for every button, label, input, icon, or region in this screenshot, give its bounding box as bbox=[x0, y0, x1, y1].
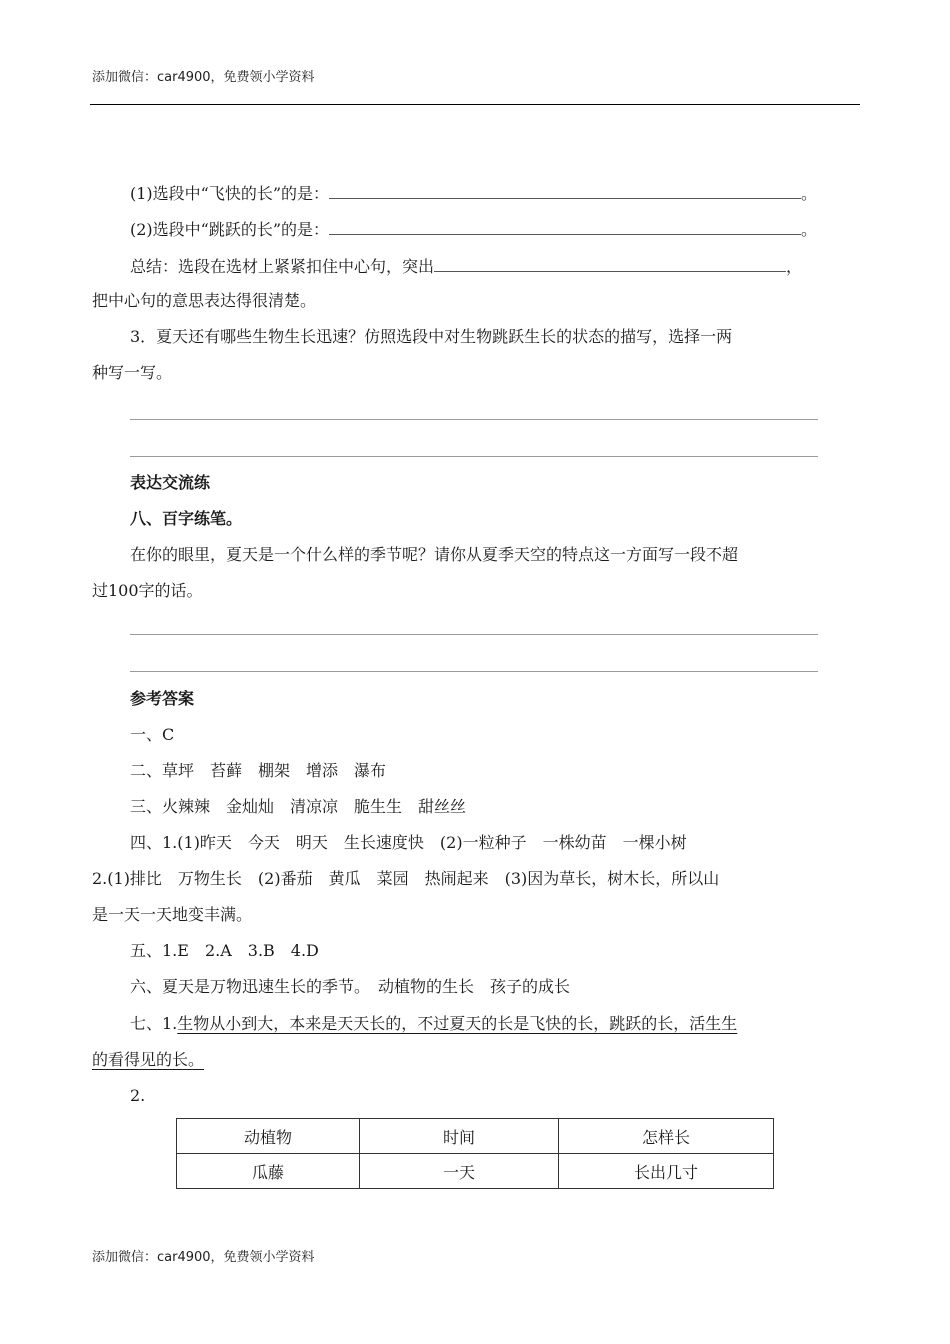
answer-2: 二、草坪 苔藓 棚架 增添 瀑布 bbox=[130, 761, 387, 780]
answer-7-part-2: 2. bbox=[130, 1086, 146, 1105]
table-header-cell: 怎样长 bbox=[559, 1119, 774, 1154]
answer-table bbox=[176, 1118, 774, 1189]
table-header-cell: 动植物 bbox=[177, 1119, 360, 1154]
question-2 bbox=[130, 218, 817, 240]
question-3-line-1: 3．夏天还有哪些生物生长迅速？仿照选段中对生物跳跃生长的状态的描写，选择一两 bbox=[130, 327, 733, 346]
answers-title: 参考答案 bbox=[130, 689, 195, 708]
question-1 bbox=[130, 182, 817, 204]
table-header-row bbox=[177, 1119, 774, 1154]
answer-4-line-2: 2.(1)排比 万物生长 (2)番茄 黄瓜 菜园 热闹起来 (3)因为草长，树木长，所以山 bbox=[92, 869, 720, 888]
question-1-suffix: 。 bbox=[801, 184, 818, 203]
answer-4-line-3: 是一天一天地变丰满。 bbox=[92, 905, 253, 924]
summary bbox=[130, 255, 802, 277]
writing-prompt-line-2: 过100字的话。 bbox=[92, 581, 203, 600]
page-header: 添加微信：car4900，免费领小学资料 bbox=[92, 70, 315, 85]
answer-4-line-1: 四、1.(1)昨天 今天 明天 生长速度快 (2)一粒种子 一株幼苗 一棵小树 bbox=[130, 833, 687, 852]
page-footer: 添加微信：car4900，免费领小学资料 bbox=[92, 1250, 315, 1265]
answer-blank-2[interactable] bbox=[329, 218, 801, 235]
answer-3: 三、火辣辣 金灿灿 清凉凉 脆生生 甜丝丝 bbox=[130, 797, 467, 816]
writing-prompt-line-1: 在你的眼里，夏天是一个什么样的季节呢？请你从夏季天空的特点这一方面写一段不超 bbox=[130, 545, 739, 564]
writing-line[interactable] bbox=[130, 671, 818, 672]
summary-line-2: 把中心句的意思表达得很清楚。 bbox=[92, 291, 317, 310]
answer-blank-1[interactable] bbox=[329, 182, 801, 199]
writing-line[interactable] bbox=[130, 456, 818, 457]
table-cell: 瓜藤 bbox=[177, 1154, 360, 1189]
question-3-line-2: 种写一写。 bbox=[92, 363, 173, 382]
answer-6: 六、夏天是万物迅速生长的季节。 动植物的生长 孩子的成长 bbox=[130, 977, 571, 996]
writing-line[interactable] bbox=[130, 634, 818, 635]
writing-line[interactable] bbox=[130, 419, 818, 420]
summary-text: 总结：选段在选材上紧紧扣住中心句，突出 bbox=[130, 257, 435, 276]
answer-7-underlined-2: 的看得见的长。 bbox=[92, 1050, 205, 1069]
header-rule bbox=[90, 104, 860, 105]
answer-5: 五、1.E 2.A 3.B 4.D bbox=[130, 941, 319, 960]
answer-7-line-1 bbox=[130, 1014, 737, 1034]
question-2-text: (2)选段中“跳跃的长”的是： bbox=[130, 220, 330, 239]
summary-suffix: ， bbox=[786, 257, 803, 276]
question-2-suffix: 。 bbox=[801, 220, 818, 239]
answer-7-prefix: 七、1. bbox=[130, 1014, 178, 1033]
section-heading: 八、百字练笔。 bbox=[130, 509, 243, 528]
table-cell: 长出几寸 bbox=[559, 1154, 774, 1189]
answer-7-underlined-1: 生物从小到大，本来是天天长的，不过夏天的长是飞快的长，跳跃的长，活生生 bbox=[177, 1014, 738, 1033]
table-header-cell: 时间 bbox=[360, 1119, 559, 1154]
table-row bbox=[177, 1154, 774, 1189]
question-1-text: (1)选段中“飞快的长”的是： bbox=[130, 184, 330, 203]
answer-1: 一、C bbox=[130, 725, 175, 744]
summary-blank[interactable] bbox=[434, 255, 786, 272]
section-title: 表达交流练 bbox=[130, 473, 211, 492]
table-cell: 一天 bbox=[360, 1154, 559, 1189]
